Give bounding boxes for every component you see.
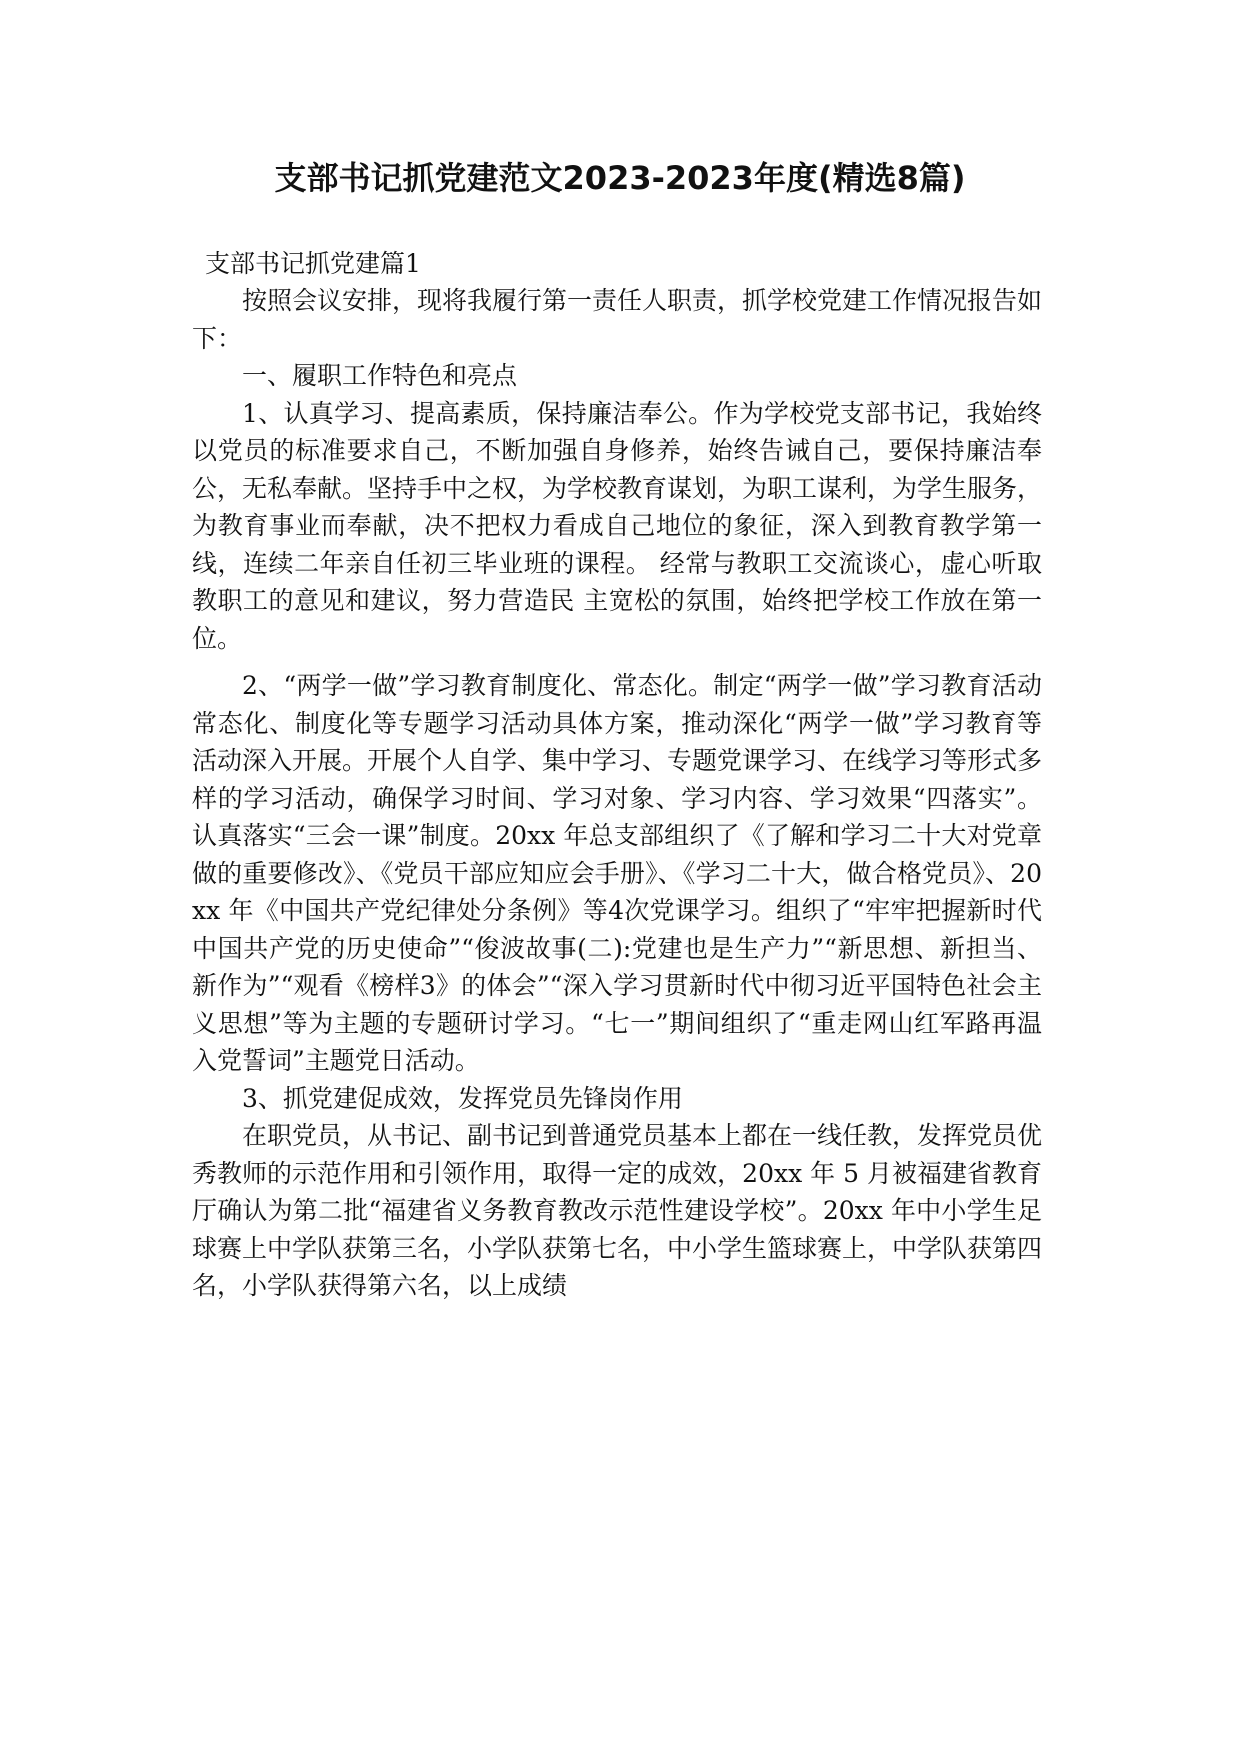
paragraph-point-1: 1、认真学习、提高素质，保持廉洁奉公。作为学校党支部书记，我始终以党员的标准要求自己，不断加强自身修养，始终告诫自己，要保持廉洁奉公，无私奉献。坚持手中之权，为学校教育谋划，为职工谋利，为学生服务，为教育事业而奉献，决不把权力看成自己地位的象征，深入到教育教学第一线，连续二年亲自任初三毕业班的课程。 经常与教职工交流谈心，虚心听取教职工的意见和建议，努力营造民 主宽松的氛围，始终把学校工作放在第一位。 [192, 398, 1043, 653]
document-title: 支部书记抓党建范文2023-2023年度(精选8篇) [274, 159, 966, 197]
section-heading: 支部书记抓党建篇1 [205, 249, 421, 278]
paragraph-point-2: 2、“两学一做”学习教育制度化、常态化。制定“两学一做”学习教育活动常态化、制度化等专题学习活动具体方案，推动深化“两学一做”学习教育等活动深入开展。开展个人自学、集中学习、专题党课学习、在线学习等形式多样的学习活动，确保学习时间、学习对象、学习内容、学习效果“四落实”。认真落实“三会一课”制度。20xx 年总支部组织了《了解和学习二十大对党章做的重要修改》、《党员干部应知应会手册》、《学习二十大，做合格党员》、20xx 年《中国共产党纪律处分条例》等4次党课学习。组织了“牢牢把握新时代中国共产党的历史使命”“俊波故事(二):党建也是生产力”“新思想、新担当、新作为”“观看《榜样3》的体会”“深入学习贯新时代中彻习近平国特色社会主义思想”等为主题的专题研讨学习。“七一”期间组织了“重走网山红军路再温入党誓词”主题党日活动。 [192, 671, 1043, 1075]
paragraph-point-3: 在职党员，从书记、副书记到普通党员基本上都在一线任教，发挥党员优秀教师的示范作用和引领作用，取得一定的成效，20xx 年 5 月被福建省教育厅确认为第二批“福建省义务教育教改示范性建设学校”。20xx 年中小学生足球赛上中学队获第三名，小学队获第七名，中小学生篮球赛上，中学队获第四名，小学队获得第六名，以上成绩 [192, 1121, 1043, 1300]
heading-point-3: 3、抓党建促成效，发挥党员先锋岗作用 [242, 1083, 683, 1113]
heading-features: 一、履职工作特色和亮点 [242, 361, 518, 390]
paragraph-intro: 按照会议安排，现将我履行第一责任人职责，抓学校党建工作情况报告如下： [192, 286, 1043, 353]
document-body [192, 282, 1042, 1305]
